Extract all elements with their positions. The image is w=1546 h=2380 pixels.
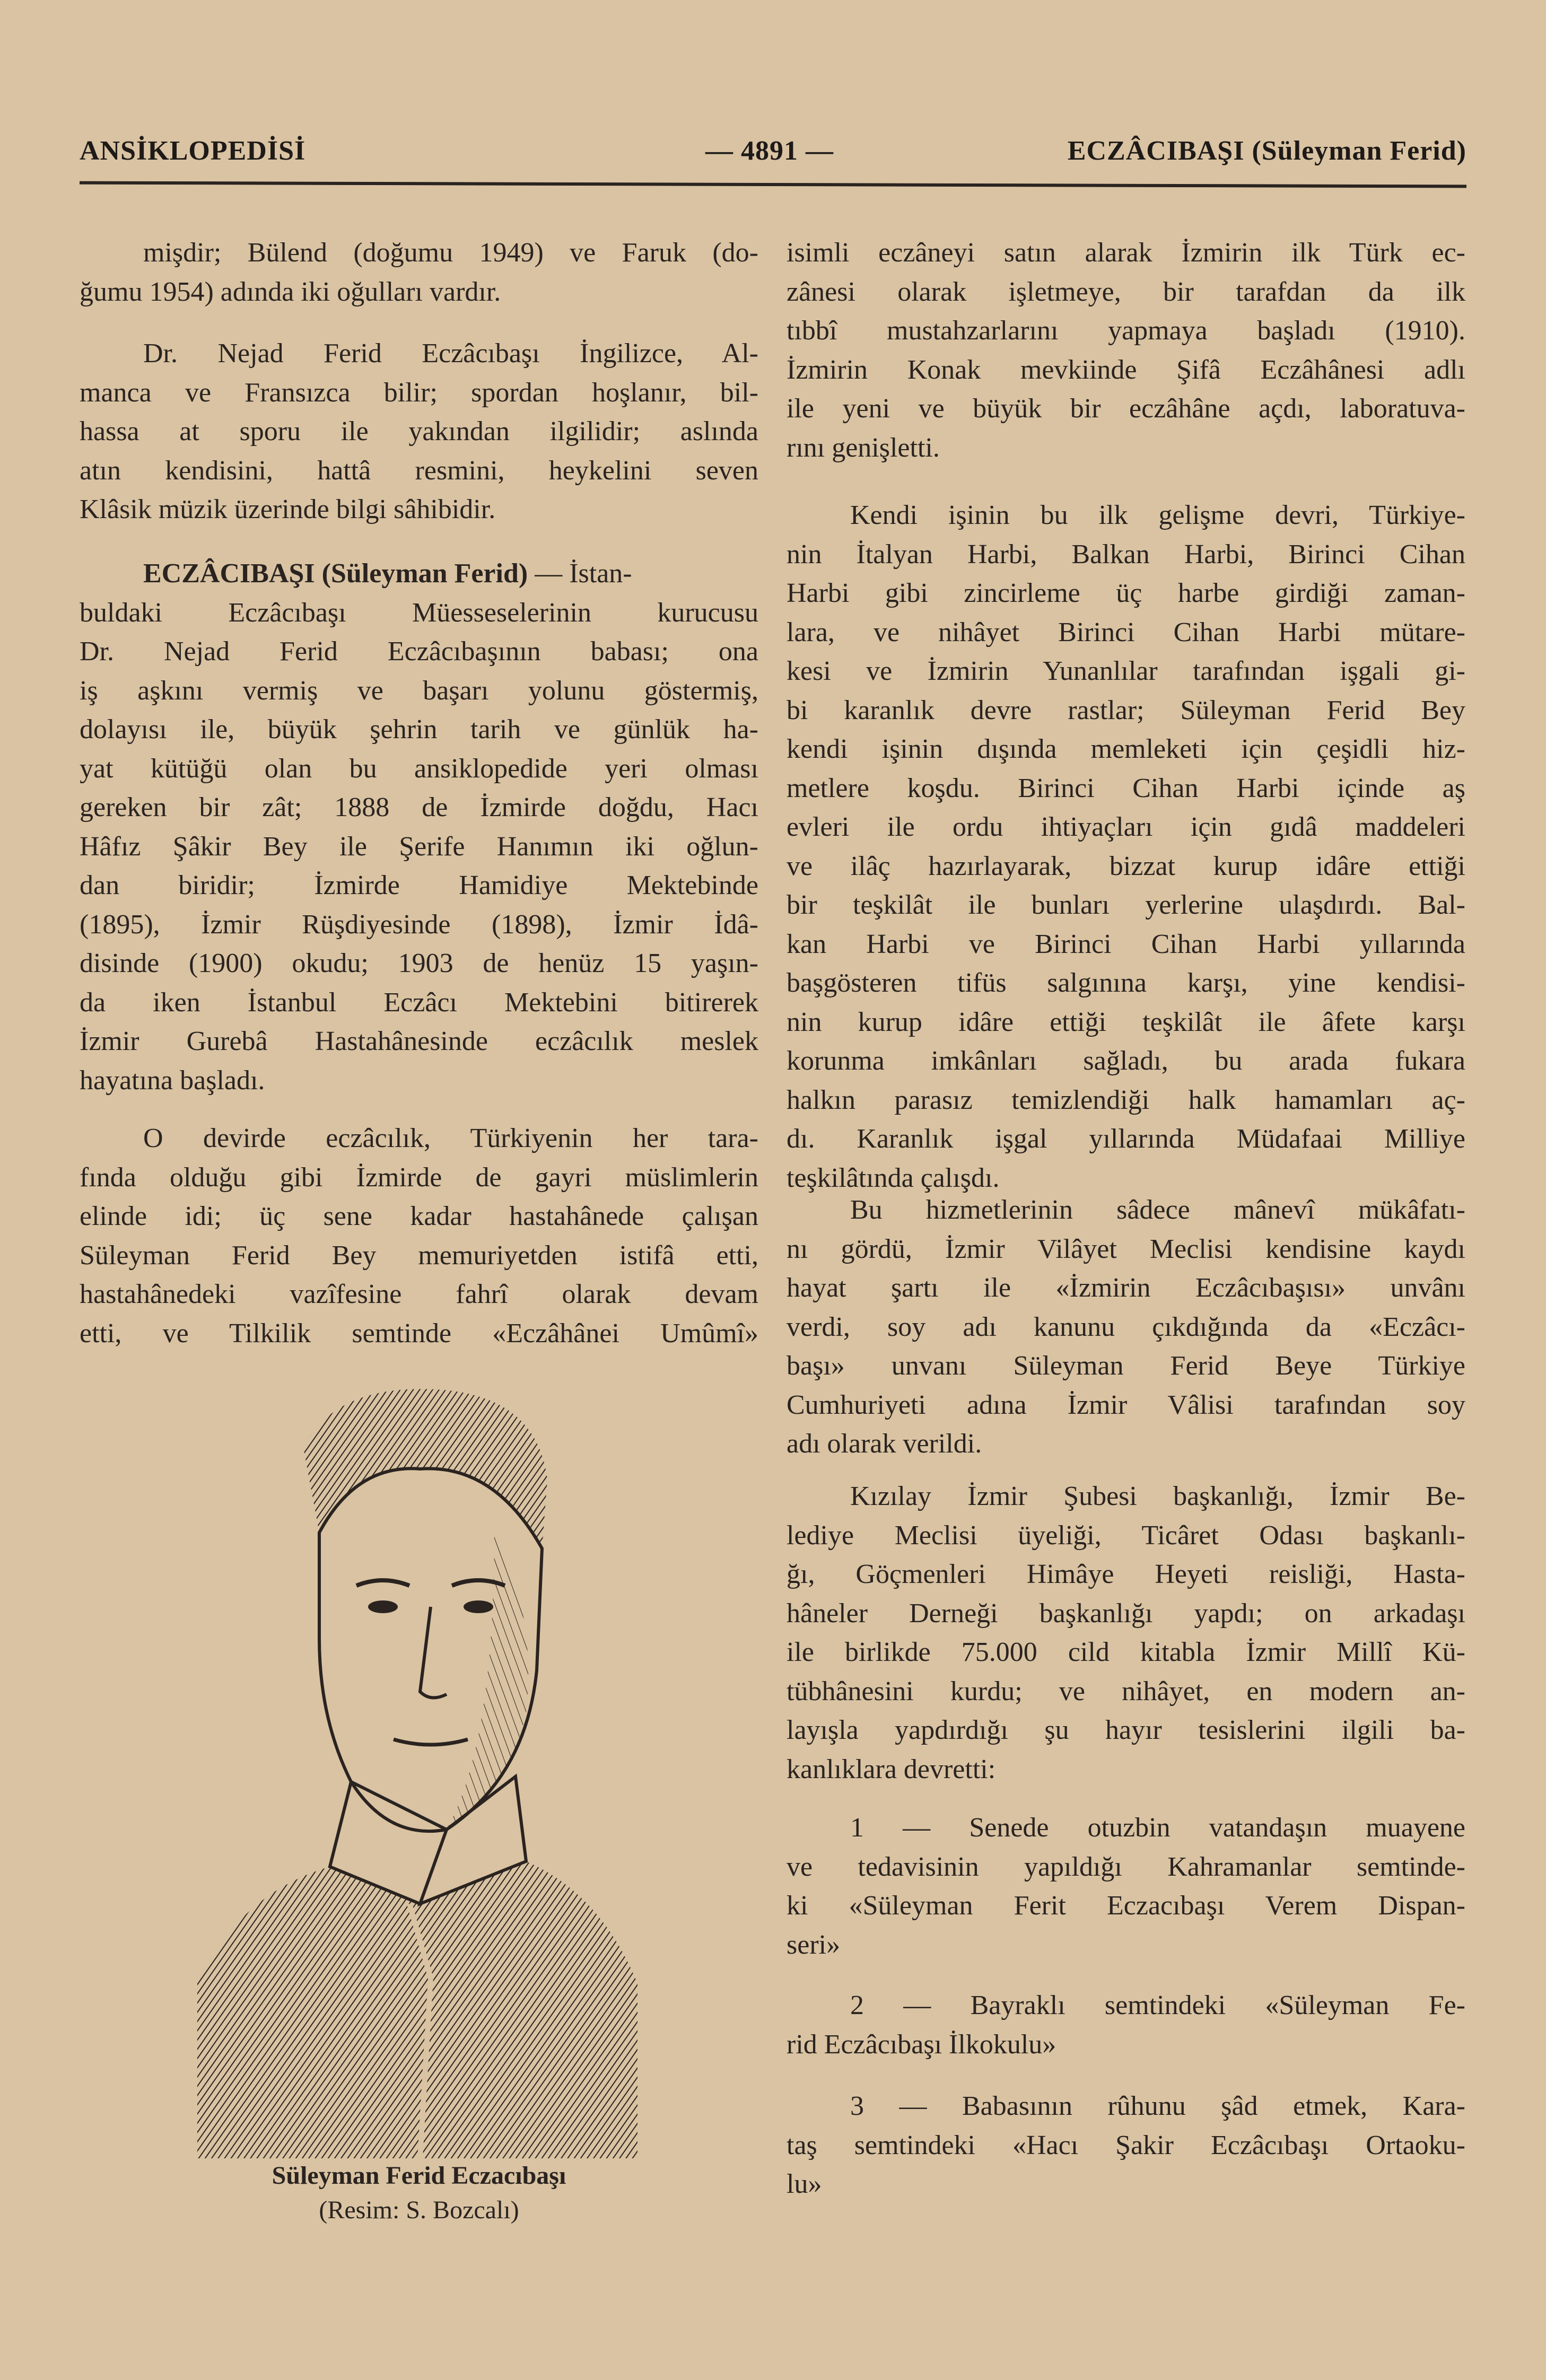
text-line: İzmirin Konak mevkiinde Şifâ Eczâhânesi adlı xyxy=(787,354,1465,385)
text-line: lara, ve nihâyet Birinci Cihan Harbi mütare- xyxy=(787,617,1465,648)
text-line: isimli eczâneyi satın alarak İzmirin ilk Türk ec- xyxy=(787,238,1465,268)
text-line: evleri ile ordu ihtiyaçları için gıdâ maddeleri xyxy=(787,812,1465,842)
text-line: ve ilâç hazırlayarak, bizzat kurup idâre ettiği xyxy=(787,851,1465,881)
paragraph xyxy=(80,334,758,529)
text-line: mişdir; Bülend (doğumu 1949) ve Faruk (do- xyxy=(143,238,758,268)
text-line: zânesi olarak işletmeye, bir tarafdan da ilk xyxy=(787,276,1465,307)
text-line: tübhânesini kurdu; ve nihâyet, en modern an- xyxy=(787,1676,1465,1707)
text-line: teşkilâtında çalışdı. xyxy=(787,1162,1000,1193)
text-line: korunma imkânları sağladı, bu arada fukara xyxy=(787,1046,1465,1076)
text-line: ve tedavisinin yapıldığı Kahramanlar semtinde- xyxy=(787,1851,1465,1882)
portrait-caption: Süleyman Ferid Eczacıbaşı xyxy=(272,2162,566,2190)
text-line: hayatına başladı. xyxy=(80,1065,265,1096)
text-line: kan Harbi ve Birinci Cihan Harbi yıllarında xyxy=(787,929,1465,959)
text-line: (1895), İzmir Rüşdiyesinde (1898), İzmir İdâ- xyxy=(80,909,758,940)
text-line: disinde (1900) okudu; 1903 de henüz 15 yaşın- xyxy=(80,948,758,978)
text-line: nin İtalyan Harbi, Balkan Harbi, Birinci Cihan xyxy=(787,539,1465,570)
text-line: hâneler Derneği başkanlığı yapdı; on arkadaşı xyxy=(787,1598,1465,1629)
text-line: verdi, soy adı kanunu çıkdığında da «Eczâcı- xyxy=(787,1311,1465,1342)
text-line: Kendi işinin bu ilk gelişme devri, Türkiye- xyxy=(850,500,1465,530)
text-line: dı. Karanlık işgal yıllarında Müdafaai Milliye xyxy=(787,1124,1465,1154)
text-line xyxy=(80,554,758,593)
paragraph xyxy=(787,1191,1465,1464)
text-line: 1 — Senede otuzbin vatandaşın muayene xyxy=(850,1813,1465,1843)
text-line: hassa at sporu ile yakından ilgilidir; aslında xyxy=(80,416,758,447)
text-line: kesi ve İzmirin Yunanlılar tarafından işgali gi- xyxy=(787,656,1465,686)
portrait-coat xyxy=(197,1861,637,2158)
text-line: bi karanlık devre rastlar; Süleyman Ferid Bey xyxy=(787,695,1465,725)
text-line: taş semtindeki «Hacı Şakir Eczâcıbaşı Ortaoku- xyxy=(787,2130,1465,2160)
text-line: Süleyman Ferid Bey memuriyetden istifâ etti, xyxy=(80,1240,758,1271)
text-line: etti, ve Tilkilik semtinde «Eczâhânei Umûmî» xyxy=(80,1318,758,1349)
text-line: gereken bir zât; 1888 de İzmirde doğdu, Hacı xyxy=(80,792,758,822)
paragraph xyxy=(80,233,758,311)
text-line: rını genişletti. xyxy=(787,432,940,463)
text-line: tıbbî mustahzarlarını yapmaya başladı (1910). xyxy=(787,316,1465,346)
text-line: kanlıklara devretti: xyxy=(787,1754,996,1784)
text-line: Harbi gibi zincirleme üç harbe girdiği zaman- xyxy=(787,578,1465,608)
text-line: Dr. Nejad Ferid Eczâcıbaşının babası; ona xyxy=(80,636,758,667)
text-line: O devirde eczâcılık, Türkiyenin her tara- xyxy=(143,1123,758,1153)
paragraph xyxy=(80,554,758,1100)
text-line: hastahânedeki vazîfesine fahrî olarak devam xyxy=(80,1279,758,1309)
paragraph xyxy=(787,1477,1465,1789)
text-line: dan biridir; İzmirde Hamidiye Mektebinde xyxy=(80,870,758,900)
text-line: ile birlikde 75.000 cild kitabla İzmir Millî Kü- xyxy=(787,1637,1465,1667)
running-header-right: ECZÂCIBAŞI (Süleyman Ferid) xyxy=(1067,136,1466,166)
text-line: fında olduğu gibi İzmirde de gayri müslimlerin xyxy=(80,1162,758,1193)
text-line: Klâsik müzik üzerinde bilgi sâhibidir. xyxy=(80,494,496,524)
text-line: ğumu 1954) adında iki oğulları vardır. xyxy=(80,276,501,307)
text-line: Dr. Nejad Ferid Eczâcıbaşı İngilizce, Al- xyxy=(143,338,758,369)
text-line: bir teşkilât ile bunları yerlerine ulaşdırdı. Bal- xyxy=(787,890,1465,920)
text-line: adı olarak verildi. xyxy=(787,1429,982,1459)
text-line: kendi işinin dışında memleketi için çeşidli hiz- xyxy=(787,734,1465,764)
text-fragment: — İstan- xyxy=(528,558,632,589)
paragraph xyxy=(80,1119,758,1353)
page-number: — 4891 — xyxy=(705,136,834,166)
text-line: da iken İstanbul Eczâcı Mektebini bitirerek xyxy=(80,987,758,1018)
text-line: Hâfız Şâkir Bey ile Şerife Hanımın iki oğlun- xyxy=(80,831,758,862)
text-line: ile yeni ve büyük bir eczâhâne açdı, laboratuva- xyxy=(787,393,1465,424)
text-line: 3 — Babasının rûhunu şâd etmek, Kara- xyxy=(850,2091,1465,2121)
text-line: layışla yapdırdığı şu hayır tesislerini ilgili ba- xyxy=(787,1715,1465,1745)
text-line: seri» xyxy=(787,1929,841,1960)
text-line: 2 — Bayraklı semtindeki «Süleyman Fe- xyxy=(850,1990,1465,2020)
text-line: başgösteren tifüs salgınına karşı, yine kendisi- xyxy=(787,968,1465,998)
text-line: rid Eczâcıbaşı İlkokulu» xyxy=(787,2029,1056,2060)
portrait-illustration xyxy=(197,1373,637,2158)
text-line: metlere koşdu. Birinci Cihan Harbi içinde aş xyxy=(787,773,1465,803)
text-line: nin kurup idâre ettiği teşkilât ile âfete karşı xyxy=(787,1007,1465,1037)
header-rule xyxy=(80,181,1466,188)
text-line: nı gördü, İzmir Vilâyet Meclisi kendisine kaydı xyxy=(787,1233,1465,1264)
text-line: hayat şartı ile «İzmirin Eczâcıbaşısı» unvânı xyxy=(787,1273,1465,1303)
portrait-credit: (Resim: S. Bozcalı) xyxy=(319,2196,519,2224)
paragraph xyxy=(787,233,1465,467)
text-line: halkın parasız temizlendiği halk hamamları aç- xyxy=(787,1084,1465,1115)
paragraph xyxy=(787,1986,1465,2064)
text-line: iş aşkını vermiş ve başarı yolunu göstermiş, xyxy=(80,675,758,706)
text-line: ki «Süleyman Ferit Eczacıbaşı Verem Dispan- xyxy=(787,1891,1465,1921)
text-line: Bu hizmetlerinin sâdece mânevî mükâfatı- xyxy=(850,1195,1465,1225)
paragraph xyxy=(787,496,1465,1197)
text-line: manca ve Fransızca bilir; spordan hoşlanır, bil- xyxy=(80,377,758,408)
text-line: Cumhuriyeti adına İzmir Vâlisi tarafından soy xyxy=(787,1389,1465,1420)
text-line: buldaki Eczâcıbaşı Müesseselerinin kurucusu xyxy=(80,597,758,628)
paragraph xyxy=(787,2087,1465,2204)
text-line: atın kendisini, hattâ resmini, heykelini seven xyxy=(80,455,758,486)
text-line: ğı, Göçmenleri Himâye Heyeti reisliği, Hasta- xyxy=(787,1559,1465,1589)
text-line: başı» unvanı Süleyman Ferid Beye Türkiye xyxy=(787,1351,1465,1381)
running-header-left: ANSİKLOPEDİSİ xyxy=(80,136,306,166)
text-line: Kızılay İzmir Şubesi başkanlığı, İzmir Be- xyxy=(850,1481,1465,1511)
entry-heading: ECZÂCIBAŞI (Süleyman Ferid) xyxy=(143,558,528,589)
text-line: lediye Meclisi üyeliği, Ticâret Odası başkanlı- xyxy=(787,1520,1465,1551)
text-line: dolayısı ile, büyük şehrin tarih ve günlük ha- xyxy=(80,714,758,745)
text-line: yat kütüğü olan bu ansiklopedide yeri olması xyxy=(80,753,758,784)
text-line: elinde idi; üç sene kadar hastahânede çalışan xyxy=(80,1201,758,1231)
text-line: lu» xyxy=(787,2169,822,2199)
paragraph xyxy=(787,1808,1465,1964)
text-line: İzmir Gurebâ Hastahânesinde eczâcılık meslek xyxy=(80,1026,758,1056)
